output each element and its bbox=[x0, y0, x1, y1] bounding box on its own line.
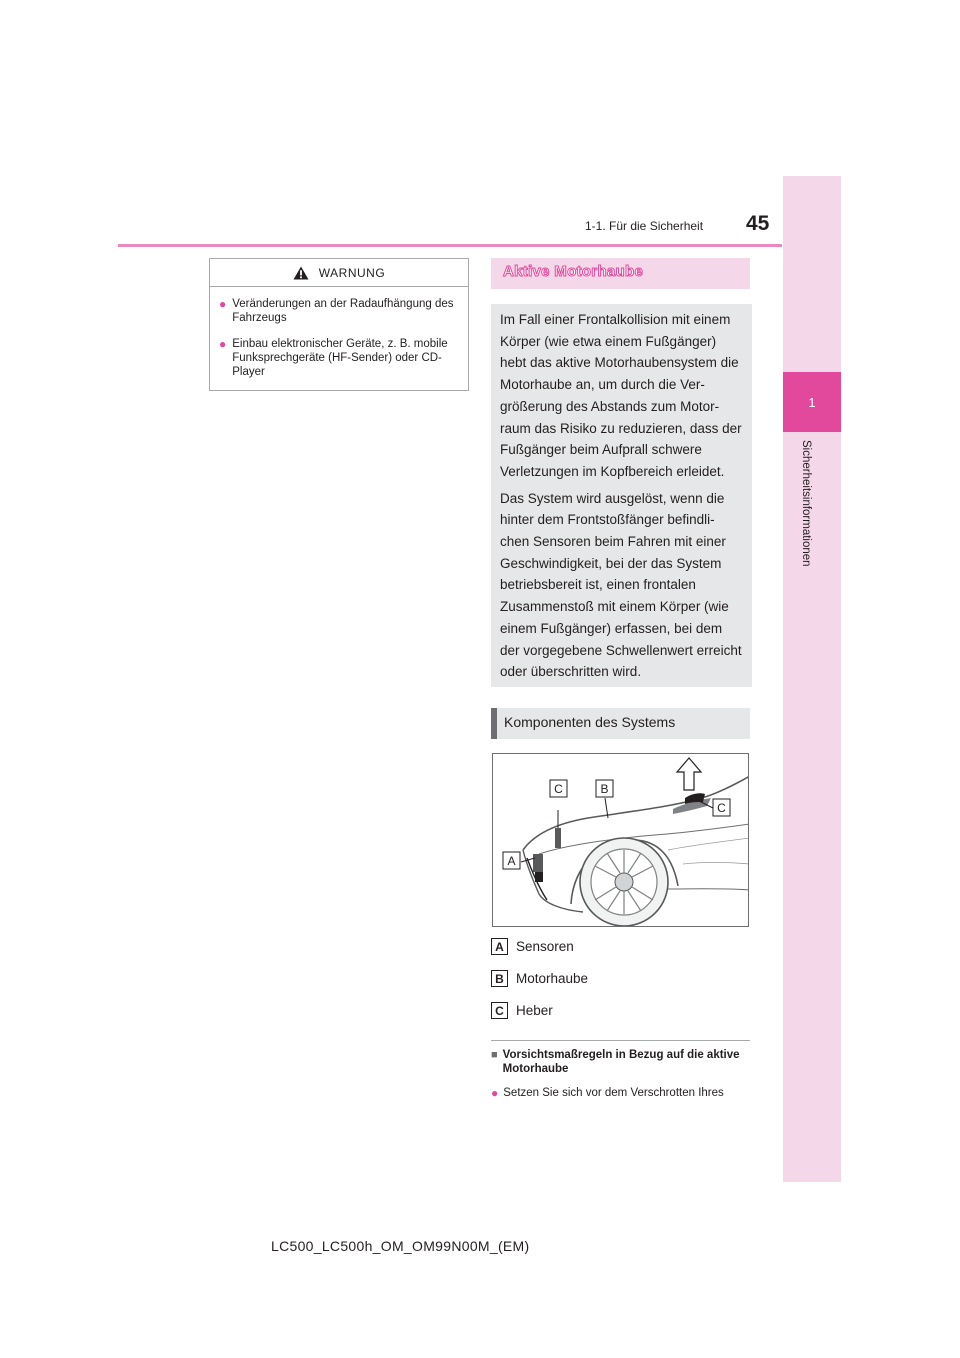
warning-header bbox=[210, 259, 468, 287]
section-title: Aktive Motorhaube bbox=[503, 263, 644, 280]
chapter-side-tab bbox=[783, 176, 841, 1182]
components-header bbox=[491, 708, 750, 739]
warning-triangle-icon bbox=[293, 266, 309, 280]
figure-label-a: A bbox=[507, 854, 516, 868]
car-front-drawing bbox=[493, 754, 749, 927]
note-item-text: Setzen Sie sich vor dem Verschrotten Ihres bbox=[503, 1087, 724, 1099]
warning-box bbox=[209, 258, 469, 391]
legend-text: Heber bbox=[516, 1003, 553, 1018]
section-header-title: 1-1. Für die Sicherheit bbox=[585, 219, 704, 233]
footer-model-code: LC500_LC500h_OM_OM99N00M_(EM) bbox=[271, 1238, 530, 1254]
warning-item-text: Veränderungen an der Radaufhängung des Fahrzeugs bbox=[232, 298, 454, 324]
note-item bbox=[491, 1086, 751, 1100]
bullet-icon: ● bbox=[491, 1086, 499, 1100]
warning-item-text: Einbau elektronischer Geräte, z. B. mobile Funksprechgeräte (HF-Sender) oder CD-Player bbox=[232, 338, 448, 378]
bullet-icon: ● bbox=[219, 297, 227, 311]
info-paragraph: Das System wird ausgelöst, wenn die hinter dem Frontstoßfänger befindli-chen Sensoren beim Fahren mit einer Geschwindigkeit, bei der das System betriebsbereit ist, einen frontalen Zusammenstoß mit einem Körper (wie einem Fußgänger) erfassen, bei dem der vorgegebene Schwellenwert erreicht oder überschritten wird. bbox=[500, 490, 742, 680]
figure-label-c: C bbox=[554, 782, 563, 796]
legend-text: Motorhaube bbox=[516, 971, 589, 986]
header-rule bbox=[118, 244, 782, 247]
square-bullet-icon: ■ bbox=[491, 1049, 498, 1061]
section-header bbox=[491, 258, 750, 289]
figure-label-c: C bbox=[717, 801, 726, 815]
chapter-number: 1 bbox=[808, 394, 816, 410]
chapter-title: Sicherheitsinformationen bbox=[800, 440, 812, 567]
page-number: 45 bbox=[746, 212, 770, 235]
note-divider bbox=[491, 1040, 750, 1041]
warning-item bbox=[219, 297, 458, 325]
legend-tag: C bbox=[491, 1002, 508, 1019]
legend-item-sensors bbox=[491, 938, 621, 955]
legend-tag: B bbox=[491, 970, 508, 987]
components-title: Komponenten des Systems bbox=[504, 714, 676, 730]
note-title-text: Vorsichtsmaßregeln in Bezug auf die aktive Motorhaube bbox=[502, 1049, 740, 1075]
legend-item-lifter bbox=[491, 1002, 621, 1019]
warning-title: WARNUNG bbox=[318, 265, 386, 280]
car-front-illustration bbox=[492, 753, 749, 927]
legend-tag: A bbox=[491, 938, 508, 955]
bullet-icon: ● bbox=[219, 337, 227, 351]
chapter-number-box bbox=[783, 372, 841, 432]
legend-item-hood bbox=[491, 970, 621, 987]
note-title bbox=[491, 1048, 751, 1076]
legend-text: Sensoren bbox=[516, 939, 574, 954]
warning-item bbox=[219, 337, 458, 379]
info-panel bbox=[491, 304, 752, 687]
info-paragraph: Im Fall einer Frontalkollision mit einem Körper (wie etwa einem Fußgänger) hebt das aktive Motorhaubensystem die Motorhaube an, um durch die Ver-größerung des Abstands zum Motor-raum das Risiko zu reduzieren, dass der Fußgänger beim Aufprall schwere Verletzungen im Kopfbereich erleidet. bbox=[500, 312, 742, 479]
figure-label-b: B bbox=[600, 782, 609, 796]
